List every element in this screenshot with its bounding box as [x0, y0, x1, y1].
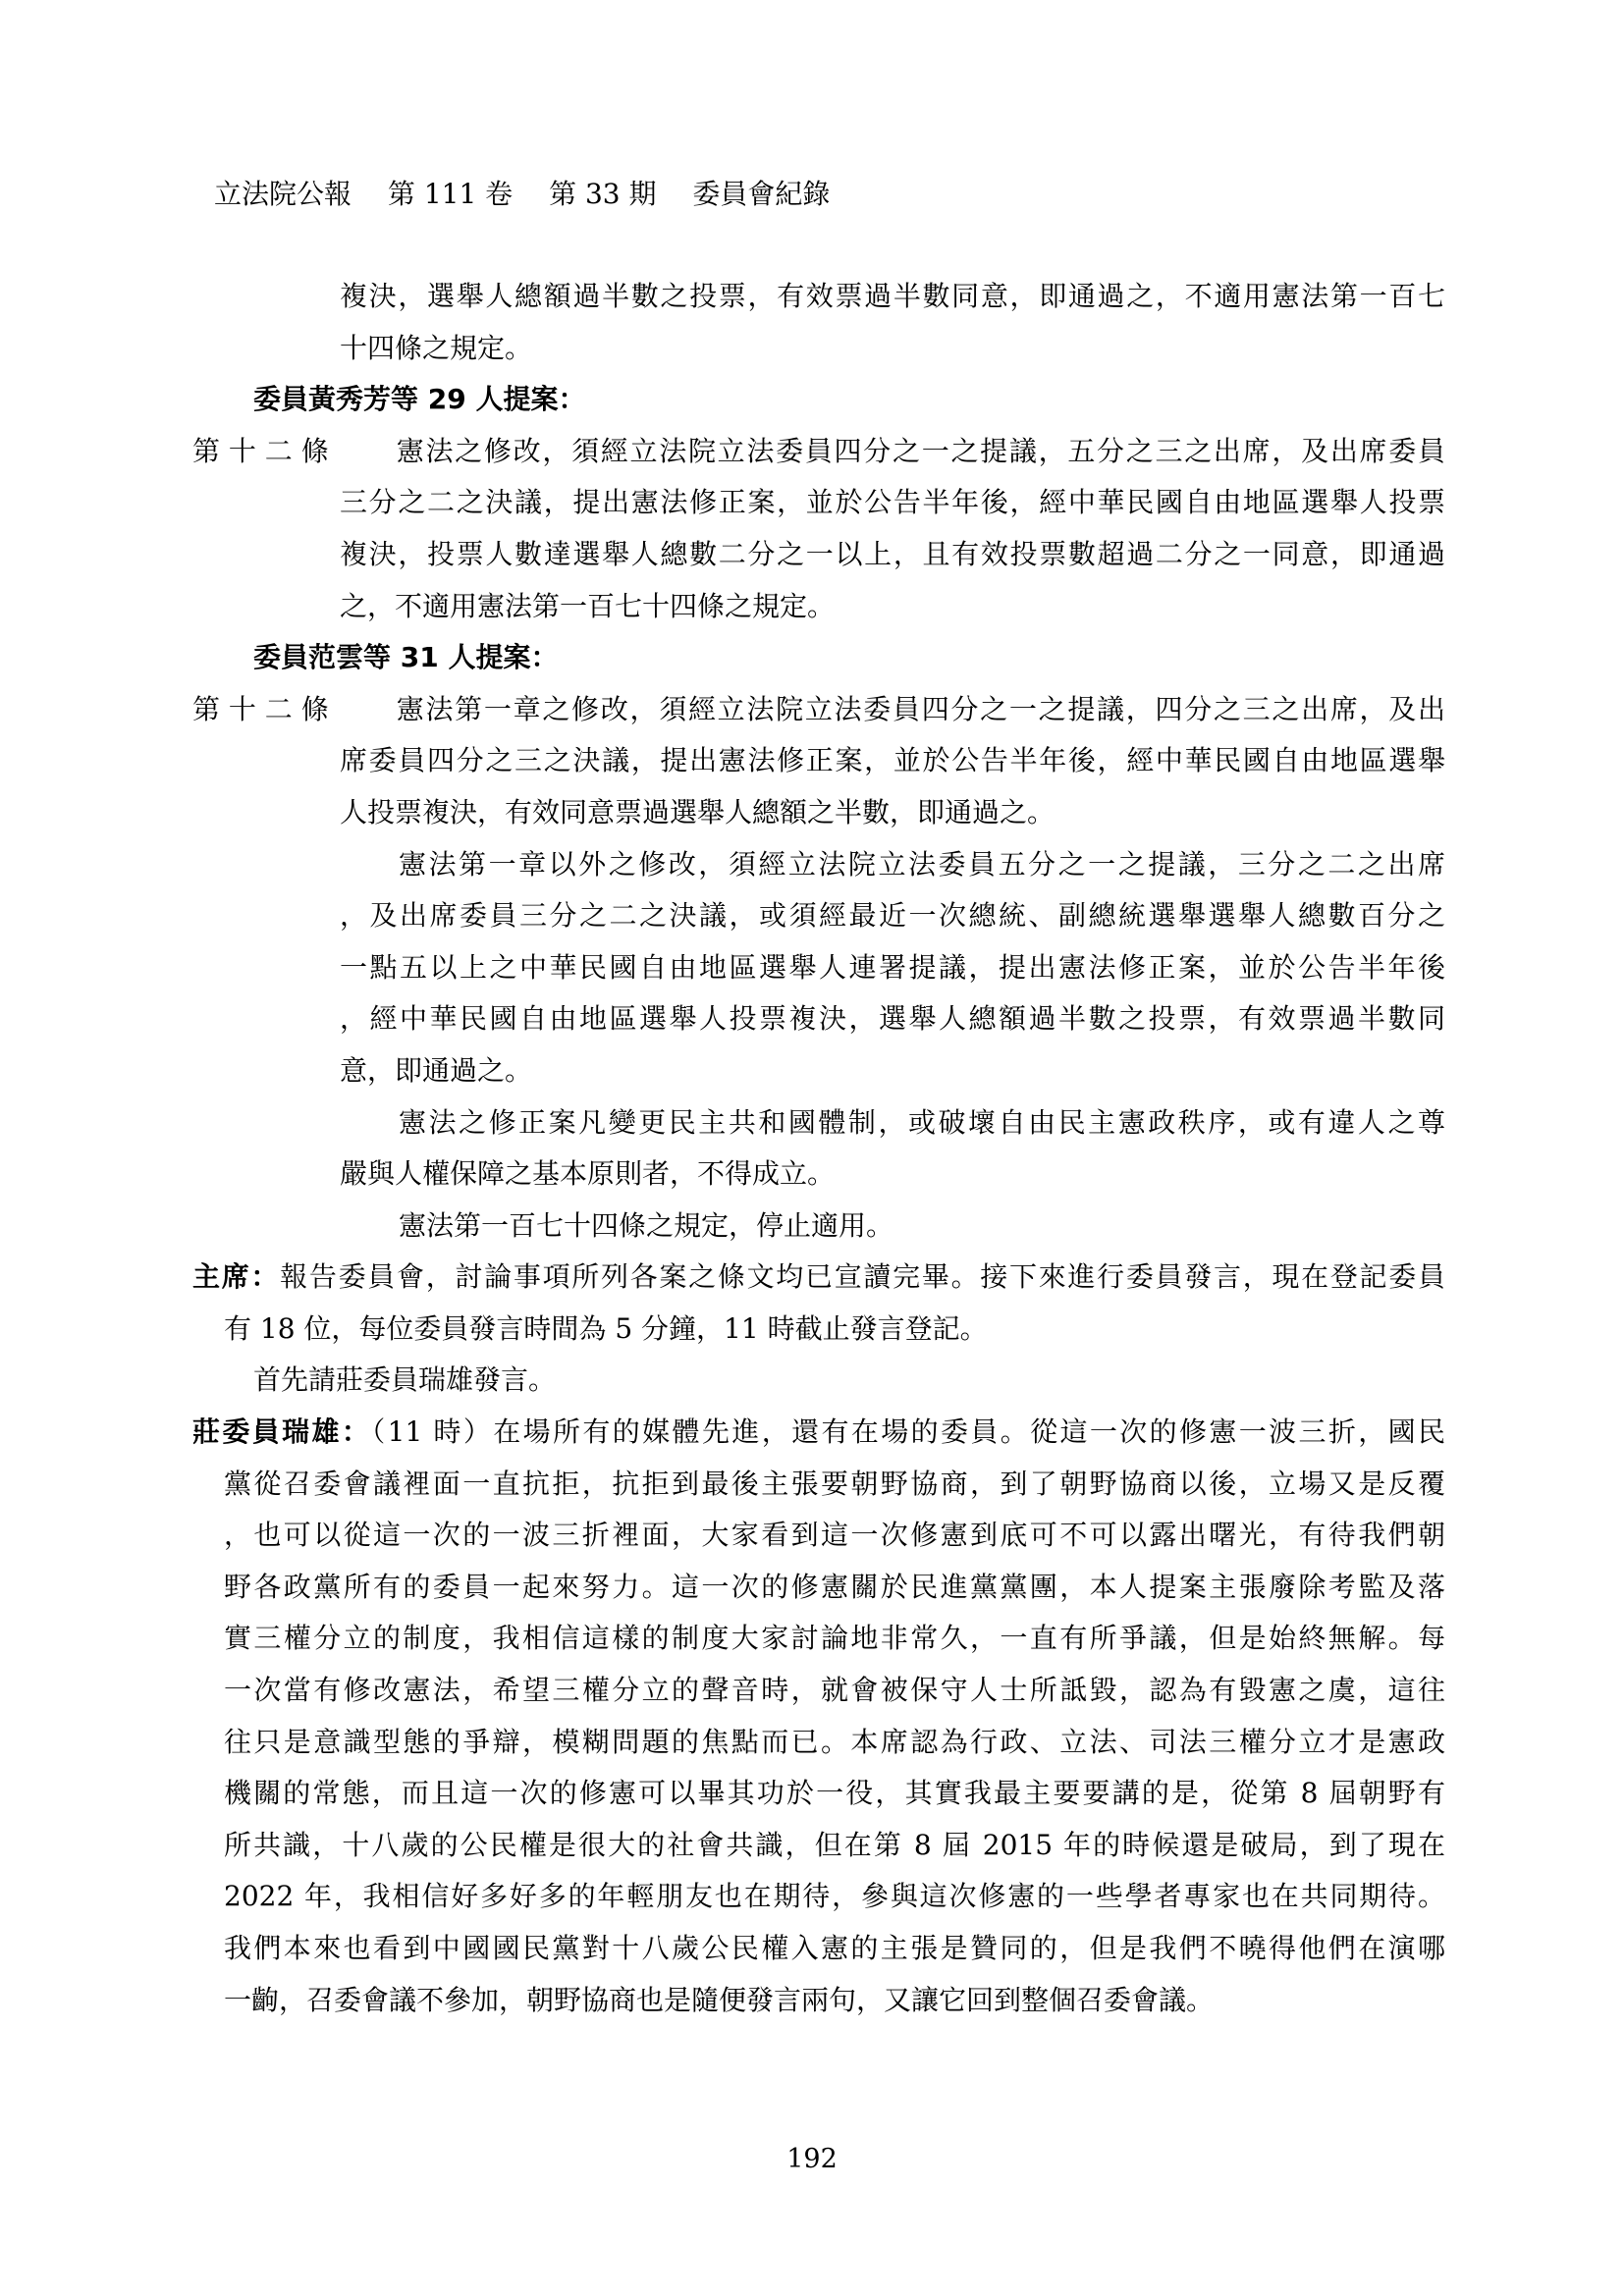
text-line: 實三權分立的制度，我相信這樣的制度大家討論地非常久，一直有所爭議，但是始終無解。每 — [224, 1622, 1445, 1655]
article-line — [192, 426, 1445, 478]
text-line: 人投票複決，有效同意票過選舉人總額之半數，即通過之。 — [340, 795, 1056, 828]
proposal-heading — [192, 632, 1445, 684]
proposal-heading-text: 委員范雲等 31 人提案： — [253, 641, 559, 674]
text-line: 往只是意識型態的爭辯，模糊問題的焦點而已。本席認為行政、立法、司法三權分立才是憲政 — [224, 1725, 1445, 1758]
page-number: 192 — [786, 2144, 838, 2174]
speaker-label: 莊委員瑞雄： — [192, 1415, 372, 1449]
text-line: 憲法之修改，須經立法院立法委員四分之一之提議，五分之三之出席，及出席委員 — [395, 434, 1445, 467]
header-publication: 立法院公報 — [214, 178, 352, 210]
proposal-heading — [192, 374, 1445, 426]
text-line: 之，不適用憲法第一百七十四條之規定。 — [340, 589, 836, 622]
text-line: 黨從召委會議裡面一直抗拒，抗拒到最後主張要朝野協商，到了朝野協商以後，立場又是反覆 — [224, 1467, 1445, 1500]
text-line: 憲法第一百七十四條之規定，停止適用。 — [399, 1208, 894, 1242]
article-label: 第 十 二 條 — [192, 692, 329, 725]
text-line: 機關的常態，而且這一次的修憲可以畢其功於一役，其實我最主要要講的是，從第 8 屆朝野有 — [224, 1777, 1445, 1810]
text-line: 一點五以上之中華民國自由地區選舉人連署提議，提出憲法修正案，並於公告半年後 — [340, 950, 1445, 984]
text-line: 憲法之修正案凡變更民主共和國體制，或破壞自由民主憲政秩序，或有違人之尊 — [399, 1105, 1445, 1139]
text-line: 野各政黨所有的委員一起來努力。這一次的修憲關於民進黨黨團，本人提案主張廢除考監及落 — [224, 1570, 1445, 1603]
text-line: ，及出席委員三分之二之決議，或須經最近一次總統、副總統選舉選舉人總數百分之 — [340, 899, 1445, 933]
body-text — [192, 271, 1445, 2026]
text-line: ，經中華民國自由地區選舉人投票複決，選舉人總額過半數之投票，有效票過半數同 — [340, 1002, 1445, 1036]
text-line: 憲法第一章以外之修改，須經立法院立法委員五分之一之提議，三分之二之出席 — [399, 847, 1445, 881]
article-label: 第 十 二 條 — [192, 434, 329, 467]
header-section: 委員會紀錄 — [692, 178, 831, 210]
text-line: 憲法第一章之修改，須經立法院立法委員四分之一之提議，四分之三之出席，及出 — [395, 692, 1445, 725]
text-line: 複決，投票人數達選舉人總數二分之一以上，且有效投票數超過二分之一同意，即通過 — [340, 537, 1445, 570]
text-line: 有 18 位，每位委員發言時間為 5 分鐘，11 時截止發言登記。 — [224, 1311, 988, 1345]
text-line: 三分之二之決議，提出憲法修正案，並於公告半年後，經中華民國自由地區選舉人投票 — [340, 486, 1445, 519]
article-line — [192, 684, 1445, 736]
speaker-line — [192, 1252, 1445, 1304]
text-line: 首先請莊委員瑞雄發言。 — [253, 1363, 557, 1397]
header-volume: 第 111 卷 — [387, 178, 514, 210]
text-line: 複決，選舉人總額過半數之投票，有效票過半數同意，即通過之，不適用憲法第一百七 — [340, 280, 1445, 312]
text-line: 一齣，召委會議不參加，朝野協商也是隨便發言兩句，又讓它回到整個召委會議。 — [224, 1983, 1215, 2016]
speaker-label: 主席： — [192, 1260, 281, 1294]
text-line: 席委員四分之三之決議，提出憲法修正案，並於公告半年後，經中華民國自由地區選舉 — [340, 744, 1445, 777]
text-line: （11 時）在場所有的媒體先進，還有在場的委員。從這一次的修憲一波三折，國民 — [371, 1415, 1445, 1449]
proposal-heading-text: 委員黃秀芳等 29 人提案： — [253, 383, 586, 416]
text-line: 一次當有修改憲法，希望三權分立的聲音時，就會被保守人士所詆毀，認為有毀憲之虞，這往 — [224, 1674, 1445, 1707]
text-line: 報告委員會，討論事項所列各案之條文均已宣讀完畢。接下來進行委員發言，現在登記委員 — [280, 1260, 1445, 1294]
text-line: ，也可以從這一次的一波三折裡面，大家看到這一次修憲到底可不可以露出曙光，有待我們朝 — [224, 1519, 1445, 1552]
speaker-line — [192, 1407, 1445, 1459]
header-issue: 第 33 期 — [549, 178, 657, 210]
text-line: 意，即通過之。 — [340, 1053, 533, 1087]
text-line: 十四條之規定。 — [340, 331, 533, 364]
text-line: 2022 年，我相信好多好多的年輕朋友也在期待，參與這次修憲的一些學者專家也在共同期待。 — [224, 1880, 1445, 1913]
text-line: 我們本來也看到中國國民黨對十八歲公民權入憲的主張是贊同的，但是我們不曉得他們在演哪 — [224, 1932, 1445, 1964]
running-header — [214, 173, 857, 216]
text-line: 所共識，十八歲的公民權是很大的社會共識，但在第 8 屆 2015 年的時候還是破局，到了現在 — [224, 1828, 1445, 1861]
text-line: 嚴與人權保障之基本原則者，不得成立。 — [340, 1157, 836, 1191]
